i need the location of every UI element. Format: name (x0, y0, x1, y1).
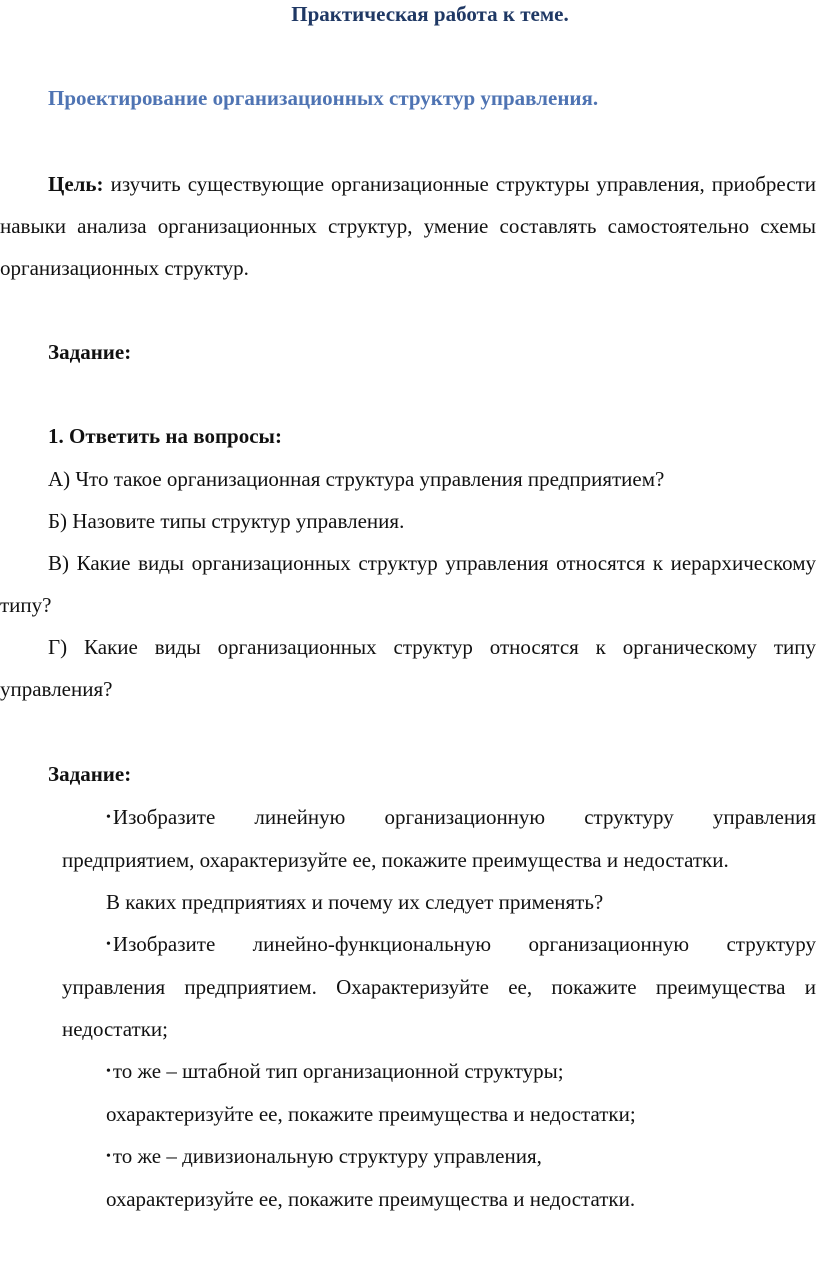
goal-text: изучить существующие организационные структуры управления, приобрести навыки анализа организационных структур, умение составлять самостоятельно схемы организационных структур. (0, 172, 816, 280)
task-item-linear (62, 796, 816, 881)
question-a: А) Что такое организационная структура управления предприятием? (48, 467, 665, 491)
task-heading-2: Задание: (48, 762, 132, 786)
task-text: Изобразите линейную организационную структуру управления предприятием, охарактеризуйте ее, покажите преимущества и недостатки. (62, 805, 816, 872)
task-note (62, 1093, 816, 1135)
task-note (62, 881, 816, 923)
questions-list (0, 458, 816, 710)
bullet-icon: • (106, 810, 111, 825)
question-c: В) Какие виды организационных структур управления относятся к иерархическому типу? (0, 551, 816, 617)
task-item-staff (62, 1050, 816, 1093)
task-text: то же – штабной тип организационной структуры; (112, 1059, 564, 1083)
bullet-icon: • (106, 1149, 111, 1164)
task-item-divisional (62, 1135, 816, 1178)
task-text: охарактеризуйте ее, покажите преимущества и недостатки. (106, 1187, 636, 1211)
goal-label: Цель: (48, 172, 104, 196)
page-subtitle: Проектирование организационных структур управления. (48, 86, 599, 110)
task-heading-1: Задание: (48, 340, 132, 364)
questions-heading: 1. Ответить на вопросы: (48, 424, 282, 448)
bullet-icon: • (106, 937, 111, 952)
task-text: то же – дивизиональную структуру управления, (112, 1144, 542, 1168)
goal-paragraph (0, 163, 816, 289)
bullet-icon: • (106, 1064, 111, 1079)
question-b: Б) Назовите типы структур управления. (48, 509, 405, 533)
tasks-list (62, 796, 816, 1220)
task-item-linear-functional (62, 923, 816, 1050)
task-text: Изобразите линейно-функциональную организационную структуру управления предприятием. Охарактеризуйте ее, покажите преимущества и недостатки; (62, 932, 816, 1041)
question-d: Г) Какие виды организационных структур относятся к органическому типу управления? (0, 635, 816, 701)
page-title: Практическая работа к теме. (291, 2, 569, 26)
task-note (62, 1178, 816, 1220)
task-text: охарактеризуйте ее, покажите преимущества и недостатки; (106, 1102, 636, 1126)
task-text: В каких предприятиях и почему их следует применять? (106, 890, 604, 914)
